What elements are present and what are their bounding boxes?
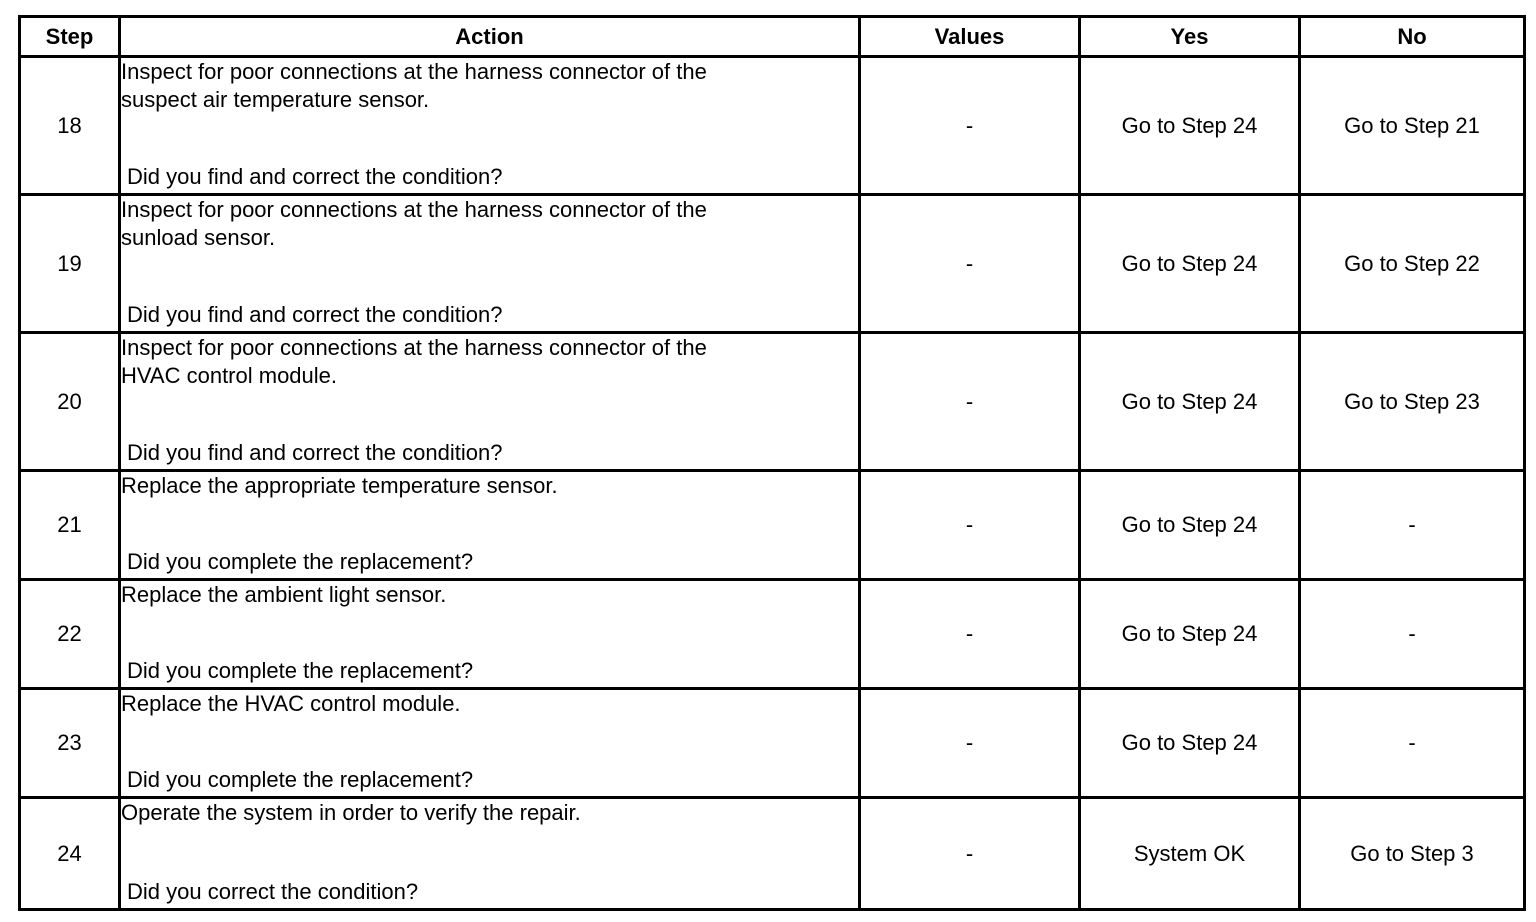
action-cell <box>121 196 861 334</box>
action-cell <box>121 690 861 799</box>
values-cell: - <box>861 690 1081 799</box>
yes-cell: Go to Step 24 <box>1081 472 1301 581</box>
step-number: 21 <box>21 472 121 581</box>
no-cell: Go to Step 3 <box>1350 840 1474 866</box>
action-cell <box>121 799 861 908</box>
no-cell: - <box>1301 581 1523 690</box>
action-question: Did you correct the condition? <box>127 879 419 904</box>
header-values: Values <box>861 18 1081 58</box>
yes-cell: System OK <box>1081 799 1301 908</box>
no-cell: Go to Step 23 <box>1301 334 1523 472</box>
action-cell <box>121 334 861 472</box>
header-no: No <box>1301 18 1523 58</box>
action-instruction: Replace the ambient light sensor. <box>121 582 447 607</box>
values-cell: - <box>861 58 1081 196</box>
step-number: 23 <box>21 690 121 799</box>
yes-cell: Go to Step 24 <box>1081 196 1301 334</box>
table-row <box>21 196 1523 334</box>
step-number: 19 <box>21 196 121 334</box>
values-cell: - <box>861 472 1081 581</box>
yes-cell: Go to Step 24 <box>1081 581 1301 690</box>
diagnostic-table <box>18 15 1526 911</box>
header-action: Action <box>121 18 861 58</box>
action-cell <box>121 58 861 196</box>
values-cell: - <box>861 581 1081 690</box>
action-question: Did you find and correct the condition? <box>127 164 503 189</box>
table-row <box>21 58 1523 196</box>
action-question: Did you complete the replacement? <box>127 549 474 574</box>
values-cell: - <box>861 799 1081 908</box>
action-instruction: Inspect for poor connections at the harness connector of the HVAC control module. <box>121 335 707 388</box>
table-row <box>21 799 1523 908</box>
step-number: 22 <box>21 581 121 690</box>
action-question: Did you complete the replacement? <box>127 767 474 792</box>
no-cell: Go to Step 21 <box>1301 58 1523 196</box>
action-question: Did you find and correct the condition? <box>127 440 503 465</box>
table-row <box>21 472 1523 581</box>
values-cell: - <box>861 334 1081 472</box>
no-cell: - <box>1301 690 1523 799</box>
action-instruction: Replace the HVAC control module. <box>121 691 461 716</box>
step-number: 20 <box>21 334 121 472</box>
table-row <box>21 334 1523 472</box>
step-number: 24 <box>21 799 121 908</box>
yes-cell: Go to Step 24 <box>1081 690 1301 799</box>
action-instruction: Inspect for poor connections at the harness connector of the suspect air temperature sensor. <box>121 59 707 112</box>
action-cell <box>121 472 861 581</box>
action-question: Did you complete the replacement? <box>127 658 474 683</box>
no-cell: Go to Step 22 <box>1301 196 1523 334</box>
header-yes: Yes <box>1081 18 1301 58</box>
action-instruction: Replace the appropriate temperature sensor. <box>121 473 558 498</box>
header-step: Step <box>21 18 121 58</box>
yes-cell: Go to Step 24 <box>1081 334 1301 472</box>
no-cell: - <box>1301 472 1523 581</box>
action-cell <box>121 581 861 690</box>
table-row <box>21 581 1523 690</box>
values-cell: - <box>861 196 1081 334</box>
action-instruction: Inspect for poor connections at the harness connector of the sunload sensor. <box>121 197 707 250</box>
yes-cell: Go to Step 24 <box>1081 58 1301 196</box>
action-question: Did you find and correct the condition? <box>127 302 503 327</box>
step-number: 18 <box>21 58 121 196</box>
table-row <box>21 690 1523 799</box>
action-instruction: Operate the system in order to verify the repair. <box>121 800 581 825</box>
header-row <box>21 18 1523 58</box>
